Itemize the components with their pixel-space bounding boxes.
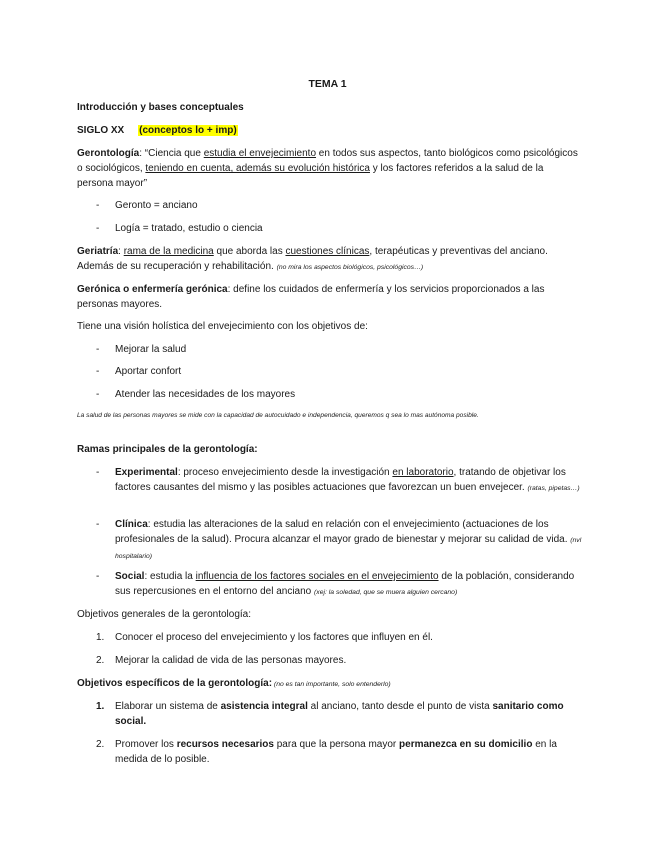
text-span: que aborda las: [213, 246, 286, 257]
enfermeria-term: Gerónica o enfermería gerónica: [77, 284, 228, 295]
text-span: : estudia las alteraciones de la salud en relación con el envejecimiento (actuaciones de los profesionales de la salud). Procura alcanzar el mayor grado de bienestar y mejorar su calidad de vida.: [115, 519, 571, 545]
list-item-text: [115, 737, 582, 767]
underlined-text: cuestiones clínicas: [285, 246, 370, 257]
list-marker: -: [96, 571, 100, 582]
rama-social-text: [115, 569, 582, 600]
obj-gen-heading: Objetivos generales de la gerontología:: [77, 609, 252, 620]
list-marker: -: [96, 200, 100, 211]
bold-text: permanezca en su domicilio: [399, 739, 533, 750]
underlined-text: en laboratorio: [392, 467, 454, 478]
list-marker: -: [96, 519, 100, 530]
note: (no es tan importante, solo entenderlo): [272, 681, 391, 688]
list-item-text: Mejorar la salud: [115, 344, 187, 355]
geriatria-definition: [77, 244, 582, 275]
underlined-text: teniendo en cuenta, además su evolución histórica: [145, 163, 370, 174]
list-marker: 2.: [96, 655, 105, 666]
list-item-text: Geronto = anciano: [115, 200, 198, 211]
text-span: para que la persona mayor: [273, 739, 400, 750]
text-span: : “Ciencia que: [139, 148, 204, 159]
underlined-text: influencia de los factores sociales en el envejecimiento: [195, 571, 439, 582]
text-span: Elaborar un sistema de: [115, 701, 221, 712]
text-span: : define los cuidados de enfermería y los servicios proporcionados a las personas mayores.: [77, 284, 545, 310]
list-item-text: Atender las necesidades de los mayores: [115, 389, 296, 400]
page-title: TEMA 1: [308, 78, 347, 90]
siglo-label: SIGLO XX: [77, 125, 125, 136]
text-span: de la población, considerando sus repercusiones en el entorno del anciano: [115, 571, 575, 597]
text-span: en todos sus aspectos, tanto biológicos como psicológicos o sociológicos,: [77, 148, 578, 174]
list-marker: -: [96, 344, 100, 355]
list-marker: -: [96, 389, 100, 400]
text-span: , tratando de objetivar los factores causantes del mismo y las posibles actuaciones que favorezcan un buen envejecer.: [115, 467, 566, 493]
rama-term: Clínica: [115, 519, 148, 530]
list-marker: 2.: [96, 739, 105, 750]
text-span: Promover los: [115, 739, 177, 750]
enfermeria-definition: [77, 282, 582, 312]
holistic-intro: Tiene una visión holística del envejecimiento con los objetivos de:: [77, 321, 368, 332]
rama-term: Social: [115, 571, 145, 582]
note: (xej: la soledad, que se muera alguien cercano): [314, 589, 458, 596]
text-span: :: [118, 246, 124, 257]
obj-esp-heading: [77, 676, 582, 692]
geriatria-term: Geriatría: [77, 246, 119, 257]
list-marker: -: [96, 223, 100, 234]
heading-text: Objetivos específicos de la gerontología:: [77, 678, 273, 689]
list-marker: -: [96, 467, 100, 478]
text-span: en la medida de lo posible.: [115, 739, 557, 765]
list-item-text: Aportar confort: [115, 366, 182, 377]
holistic-note: La salud de las personas mayores se mide con la capacidad de autocuidado e independencia, queremos q sea lo mas autónoma posible.: [77, 412, 479, 419]
text-span: al anciano, tanto desde el punto de vista: [307, 701, 493, 712]
gerontologia-definition: [77, 146, 582, 191]
gerontologia-term: Gerontología: [77, 148, 140, 159]
siglo-highlight: (conceptos lo + imp): [139, 125, 237, 136]
rama-experimental-text: [115, 465, 582, 496]
ramas-heading: Ramas principales de la gerontología:: [77, 444, 258, 455]
text-span: : proceso envejecimiento desde la investigación: [177, 467, 393, 478]
text-span: , terapéuticas y preventivas del anciano. Además de su recuperación y rehabilitación.: [77, 246, 548, 272]
siglo-line: [77, 123, 582, 138]
underlined-text: estudia el envejecimiento: [203, 148, 317, 159]
list-marker: 1.: [96, 701, 105, 712]
rama-clinica-text: [115, 517, 582, 564]
rama-term: Experimental: [115, 467, 178, 478]
text-span: y los factores referidos a la salud de la persona mayor”: [77, 163, 544, 189]
list-marker: -: [96, 366, 100, 377]
note: (nvl hospitalario): [115, 537, 582, 560]
list-marker: 1.: [96, 632, 105, 643]
intro-heading: Introducción y bases conceptuales: [77, 102, 244, 113]
text-span: : estudia la: [144, 571, 196, 582]
list-item-text: Logía = tratado, estudio o ciencia: [115, 223, 263, 234]
bold-text: asistencia integral: [220, 701, 308, 712]
bold-text: sanitario como social.: [115, 701, 564, 727]
note: (no mira los aspectos biológicos, psicológicos…): [276, 264, 424, 271]
list-item-text: Mejorar la calidad de vida de las personas mayores.: [115, 655, 347, 666]
note: (ratas, pipetas…): [527, 485, 580, 492]
list-item-text: [115, 699, 582, 729]
bold-text: recursos necesarios: [176, 739, 274, 750]
underlined-text: rama de la medicina: [123, 246, 214, 257]
list-item-text: Conocer el proceso del envejecimiento y los factores que influyen en él.: [115, 632, 433, 643]
